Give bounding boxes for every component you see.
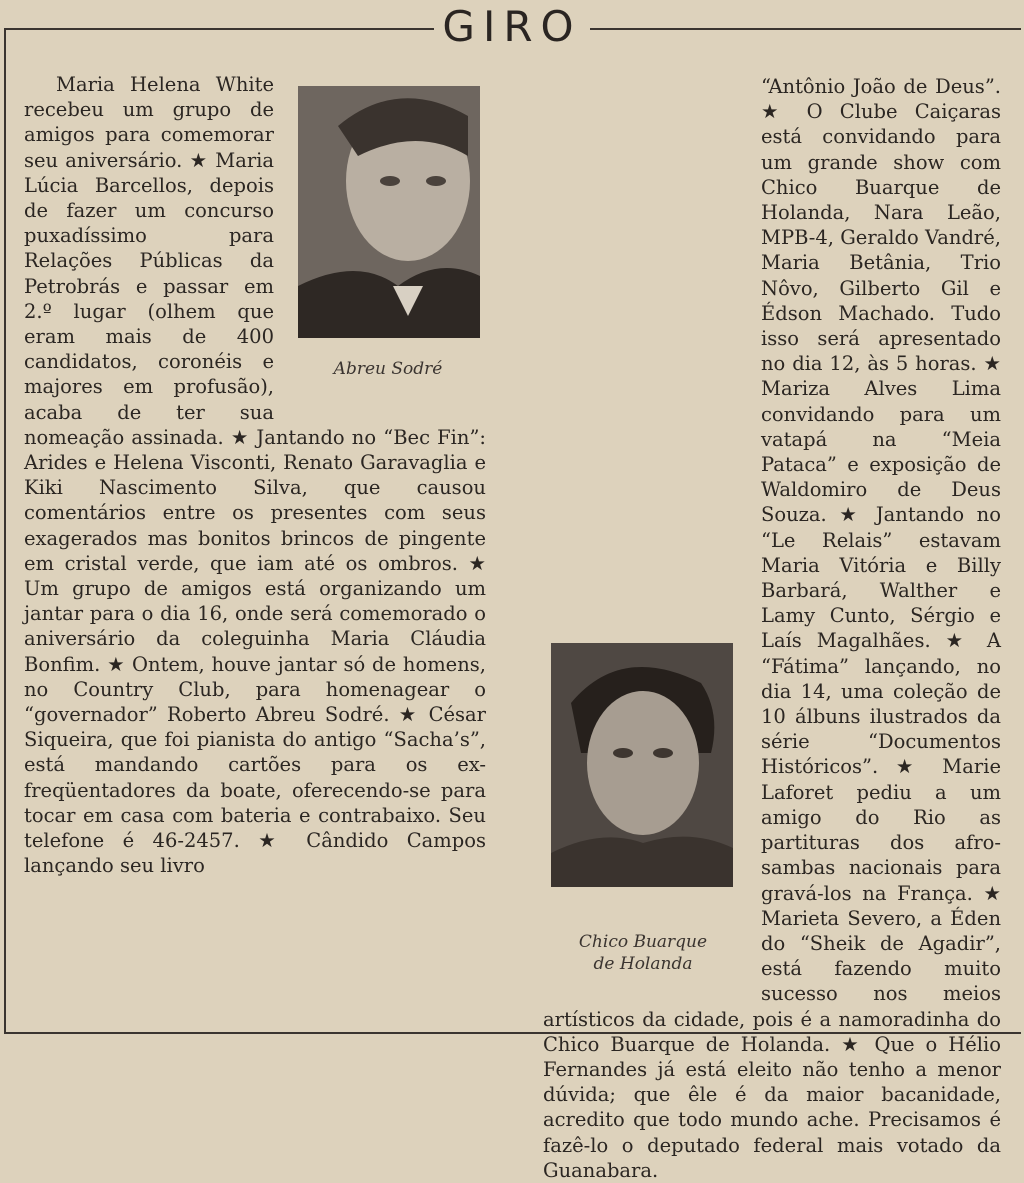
photo-caption-line2: de Holanda: [593, 954, 693, 974]
photo-abreu-sodre-block: [288, 86, 488, 404]
photo-chico-buarque-block: [543, 641, 743, 987]
column-title: [0, 2, 1024, 51]
portrait-photo-chico-buarque: [551, 643, 733, 887]
photo-caption-line1: Chico Buarque: [578, 932, 708, 952]
column2-body-text: “Antônio João de Deus”. ★ O Clube Caiçaras está convidando para um grande show com Chico Buarque de Holanda, Nara Leão, MPB-4, Geraldo Vandré, Maria Betânia, Trio Nôvo, Gilberto Gil e Édson Machado. Tudo isso será apresentado no dia 12, às 5 horas. ★ Mariza Alves Lima convidando para um vatapá na “Meia Pataca” e exposição de Waldomiro de Deus Souza. ★ Jantando no “Le Relais” estavam Maria Vitória e Billy Barbará, Walther e Lamy Cunto, Sérgio e Laís Magalhães. ★ A “Fátima” lançando, no dia 14, uma coleção de 10 álbuns ilustrados da série “Documentos Históricos”. ★ Marie Laforet pediu a um amigo do Rio as partituras dos afro-sambas nacionais para gravá-los na França. ★ Marieta Severo, a Éden do “Sheik de Agadir”, está fazendo muito sucesso nos meios artísticos da cidade, pois é a namoradinha do Chico Buarque de Holanda. ★ Que o Hélio Fernandes já está eleito não tenho a menor dúvida; que êle é da maior bacanidade, acredito que todo mundo ache. Precisamos é fazê-lo o deputado federal mais votado da Guanabara.: [543, 75, 1001, 1182]
text-column-left: [24, 72, 486, 879]
portrait-photo-abreu-sodre: [298, 86, 480, 338]
column1-body-text: Maria Helena White recebeu um grupo de amigos para comemorar seu aniversário. ★ Maria Lúcia Barcellos, depois de fazer um concurso puxadíssimo para Relações Públicas da Petrobrás e passar em 2.º lugar (olhem que eram mais de 400 candidatos, coronéis e majores em profusão), acaba de ter sua nomeação assinada. ★ Jantando no “Bec Fin”: Arides e Helena Visconti, Renato Garavaglia e Kiki Nascimento Silva, que causou comentários entre os presentes com seus exagerados mas bonitos brincos de pingente em cristal verde, que iam até os ombros. ★ Um grupo de amigos está organizando um jantar para o dia 16, onde será comemorado o aniversário da coleguinha Maria Cláudia Bonfim. ★ Ontem, houve jantar só de homens, no Country Club, para homenagear o “governador” Roberto Abreu Sodré. ★ César Siqueira, que foi pianista do antigo “Sacha’s”, está mandando cartões para os ex-freqüentadores da boate, oferecendo-se para tocar em casa com bateria e contrabaixo. Seu telefone é 46-2457. ★ Cândido Campos lançando seu livro: [24, 73, 486, 878]
text-column-right: [543, 74, 1001, 1183]
column-title-text: GIRO: [434, 2, 589, 51]
photo-caption-chico-buarque: [543, 931, 743, 975]
photo-caption-abreu-sodre: Abreu Sodré: [333, 359, 443, 379]
column2-text-wrapper: [543, 74, 1001, 1183]
